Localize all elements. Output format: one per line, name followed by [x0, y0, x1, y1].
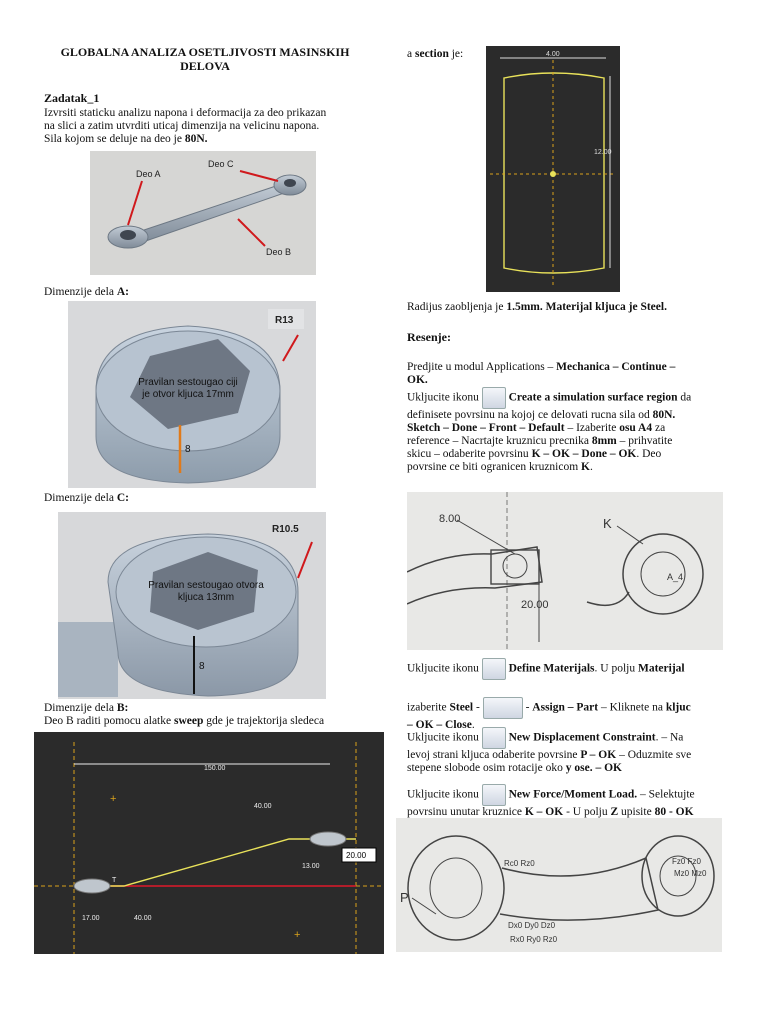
trajectory-sketch: [34, 732, 384, 954]
traj-total: 150.00: [204, 765, 226, 772]
dim-a-letter: A:: [116, 286, 129, 298]
title-line-1: GLOBALNA ANALIZA OSETLJIVOSTI MASINSKIH: [60, 45, 350, 59]
step-6-tail: – Selektujte: [637, 788, 695, 801]
traj-h2: 20.00: [346, 851, 367, 860]
traj-lower: 40.00: [134, 915, 152, 922]
dim-b-caption: [44, 702, 362, 715]
step-2-line-3: [407, 422, 723, 435]
part-c-label-2: kljuca 13mm: [177, 592, 235, 603]
traj-h1: 13.00: [302, 863, 320, 870]
section-width: 4.00: [546, 51, 560, 58]
step-2-l6-bold: K: [581, 461, 590, 473]
step-5-line-3: [407, 762, 723, 775]
title-line-2: DELOVA: [180, 59, 230, 73]
assign-arrows-icon: [483, 697, 523, 719]
step-5-l3-bold: y ose. – OK: [565, 762, 622, 774]
task-intro: [44, 107, 362, 146]
part-a-image: [68, 301, 316, 488]
step-2-l3-bold: Sketch – Done – Front – Default: [407, 422, 565, 434]
step-5-line-1: [407, 727, 723, 749]
dim-a-text: Dimenzije dela: [44, 286, 117, 298]
step-3: [407, 658, 723, 680]
step-2-l4-text: reference – Nacrtajte kruznicu precnika: [407, 435, 592, 447]
step-2-l4-bold: 8mm: [591, 435, 617, 447]
step-1-text: Predjite u modul Applications –: [407, 361, 557, 373]
step-6-l2-mid: - U polju: [563, 806, 611, 818]
step-2-l4-tail: – prihvatite: [616, 435, 673, 447]
section-word: section: [414, 48, 449, 60]
intro-line-3: [44, 133, 362, 146]
svg-text:+: +: [110, 793, 117, 805]
step-5-l2-bold: P – OK: [580, 749, 617, 761]
step-4-text: izaberite: [407, 701, 450, 714]
step-6-l2-z: Z: [610, 806, 619, 818]
dim-c-text: Dimenzije dela: [44, 492, 117, 504]
dim-b-text: Dimenzije dela: [44, 702, 117, 714]
step-1-ok: OK.: [407, 374, 428, 386]
intro-force: 80N.: [184, 133, 208, 145]
step-2-l5-bold: K – OK – Done – OK: [531, 448, 637, 460]
step-4-line-1: [407, 697, 723, 719]
step-5-l3-text: stepene slobode osim rotacije oko: [407, 762, 566, 774]
step-2-line-6: [407, 461, 723, 474]
section-height: 12.00: [594, 149, 612, 156]
part-c-label-1: Pravilan sestougao otvora: [148, 580, 264, 591]
step-5-bold: New Displacement Constraint: [508, 731, 656, 744]
dim-c-caption: [44, 492, 129, 505]
step-2-l3-text: – Izaberite: [564, 422, 620, 434]
traj-left: 17.00: [82, 915, 100, 922]
step-6-bold: New Force/Moment Load.: [508, 788, 638, 801]
dim-b-sweep: sweep: [173, 715, 204, 727]
dim-b-line: [44, 715, 362, 728]
sketch2-p: P: [400, 890, 409, 905]
step-6: [407, 784, 723, 819]
sketch2-c5: Rx0 Ry0 Rz0: [510, 935, 558, 944]
step-2: [407, 387, 723, 474]
step-6-l2-text: povrsinu unutar kruznice: [407, 806, 525, 818]
step-4-dot: .: [471, 719, 475, 731]
part-c-height: 8: [199, 661, 205, 672]
step-2-l2-text: definisete povrsinu na kojoj ce delovati rucna sila od: [407, 409, 653, 421]
step-4-steel: Steel: [449, 701, 474, 714]
dim-a-caption: [44, 286, 129, 299]
displacement-constraint-icon: [482, 727, 506, 749]
step-3-bold: Define Materijals: [508, 662, 595, 675]
step-4-click: – Kliknete na: [598, 701, 666, 714]
step-5-l2-text: levoj strani kljuca odaberite povrsine: [407, 749, 581, 761]
step-4-kljuc: kljuc: [665, 701, 691, 714]
label-deo-b: Deo B: [266, 247, 292, 257]
svg-text:+: +: [294, 929, 301, 941]
label-deo-a: Deo A: [136, 169, 161, 179]
step-2-line-4: [407, 435, 723, 448]
step-6-l2-value: 80 - OK: [654, 806, 694, 818]
step-3-mid: . U polju: [594, 662, 638, 675]
part-a-label-2: je otvor kljuca 17mm: [142, 389, 234, 400]
wrench-image: [90, 151, 316, 275]
step-2-bold: Create a simulation surface region: [508, 391, 678, 404]
step-6-text: Ukljucite ikonu: [407, 788, 482, 801]
surface-region-icon: [482, 387, 506, 409]
step-5: [407, 727, 723, 775]
sketch2-c1: Fz0 Fz0: [672, 857, 701, 866]
step-2-l6-text: povrsine ce biti ogranicen kruznicom: [407, 461, 582, 473]
step-5-l2-tail: – Oduzmite sve: [616, 749, 692, 761]
task-heading: Zadatak_1: [44, 91, 100, 105]
step-3-field: Materijal: [637, 662, 685, 675]
sketch2-c4: Dx0 Dy0 Dz0: [508, 921, 556, 930]
step-2-l5-tail: . Deo: [636, 448, 662, 460]
step-4-sep: -: [473, 701, 483, 714]
sketch1-dia: 8.00: [439, 513, 461, 525]
step-2-l5-text: skicu – odaberite povrsinu: [407, 448, 532, 460]
intro-line-2: na slici a zatim utvrditi uticaj dimenzija na velicinu napona.: [44, 120, 320, 132]
radius-text: Radijus zaobljenja je: [407, 301, 507, 313]
radius-line: [407, 301, 727, 314]
section-pre: a: [407, 48, 415, 60]
sketch2-c3: Rc0 Rz0: [504, 859, 535, 868]
circle-k-sketch: [407, 492, 723, 650]
step-2-l3-tail: za: [652, 422, 666, 434]
dim-c-letter: C:: [116, 492, 129, 504]
part-c-image: [58, 512, 326, 699]
step-5-line-2: [407, 749, 723, 762]
part-a-height: 8: [185, 444, 191, 455]
traj-upper: 40.00: [254, 803, 272, 810]
step-1-line-1: [407, 361, 723, 374]
step-2-l2-bold: 80N.: [652, 409, 676, 421]
step-1-bold: Mechanica – Continue –: [556, 361, 676, 373]
step-5-tail: . – Na: [655, 731, 684, 744]
section-post: je:: [448, 48, 464, 60]
step-6-line-1: [407, 784, 723, 806]
radius-bold: 1.5mm. Materijal kljuca je Steel.: [506, 301, 667, 313]
step-2-l3-axis: osu A4: [619, 422, 653, 434]
traj-t: T: [112, 877, 117, 884]
sketch2-c2: Mz0 Mz0: [674, 869, 707, 878]
step-2-line-5: [407, 448, 723, 461]
step-1: [407, 361, 723, 387]
sketch1-k: K: [603, 516, 612, 531]
step-3-text: Ukljucite ikonu: [407, 662, 482, 675]
step-6-l2-enter: upisite: [618, 806, 655, 818]
step-1-line-2: [407, 374, 723, 387]
part-a-label-1: Pravilan sestougao ciji: [138, 377, 238, 388]
document-title: [40, 45, 370, 73]
intro-line-1: Izvrsiti staticku analizu napona i deformacija za deo prikazan: [44, 107, 327, 119]
force-moment-load-icon: [482, 784, 506, 806]
step-2-text: Ukljucite ikonu: [407, 391, 482, 404]
part-a-radius: R13: [275, 315, 294, 326]
dim-b-text-1: Deo B raditi pomocu alatke: [44, 715, 174, 727]
step-4-close: – OK – Close: [407, 719, 472, 731]
step-4-sep-2: -: [522, 701, 533, 714]
part-c-radius: R10.5: [272, 524, 299, 535]
dim-b-text-2: gde je trajektorija sledeca: [203, 715, 325, 727]
step-2-l6-tail: .: [590, 461, 593, 473]
dim-b-block: [44, 702, 362, 728]
sketch1-dist: 20.00: [521, 599, 549, 611]
section-sketch: [486, 46, 620, 292]
define-materials-icon: [482, 658, 506, 680]
sketch1-a4: A_4: [667, 572, 684, 582]
step-5-text: Ukljucite ikonu: [407, 731, 482, 744]
step-4-assign: Assign – Part: [532, 701, 599, 714]
dim-b-letter: B:: [116, 702, 129, 714]
step-2-line-2: [407, 409, 723, 422]
step-2-line-1: [407, 387, 723, 409]
label-deo-c: Deo C: [208, 159, 234, 169]
section-caption: [407, 48, 463, 61]
solution-heading: Resenje:: [407, 330, 451, 344]
step-2-tail: da: [677, 391, 692, 404]
constraints-sketch: [396, 818, 722, 952]
intro-text: Sila kojom se deluje na deo je: [44, 133, 185, 145]
step-6-l2-k: K – OK: [524, 806, 564, 818]
